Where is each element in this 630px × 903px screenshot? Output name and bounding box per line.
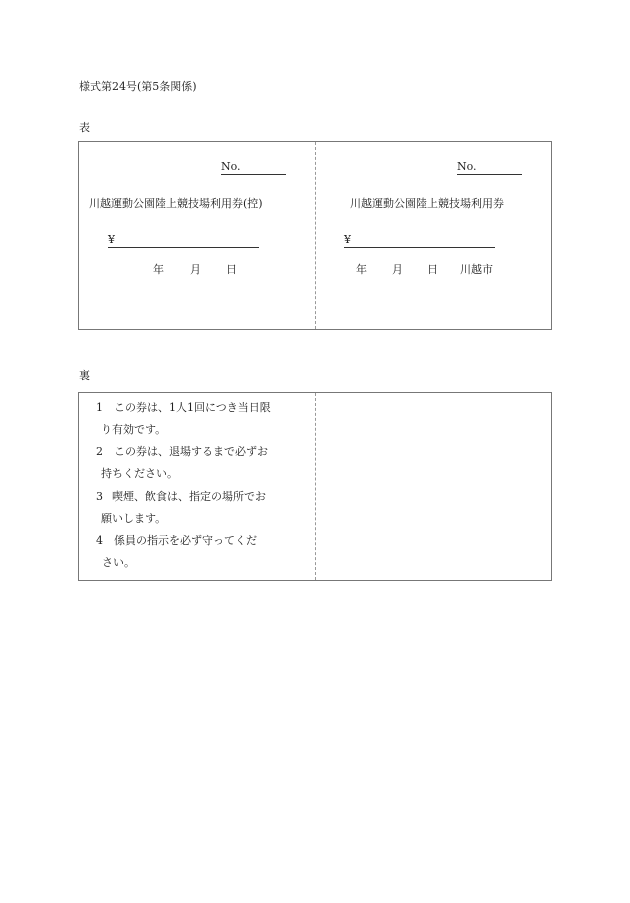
ticket-day: 日 <box>427 263 438 276</box>
rule-1-number: 1 <box>96 401 103 414</box>
stub-title: 川越運動公園陸上競技場利用券(控) <box>89 197 263 210</box>
back-heading: 裏 <box>79 369 90 382</box>
rule-2-line1: この券は、退場するまで必ずお <box>114 445 268 458</box>
ticket-number-field: No. <box>457 160 522 175</box>
stub-number-field: No. <box>221 160 286 175</box>
rule-4-line1: 係員の指示を必ず守ってくだ <box>114 534 257 547</box>
stub-amount-field: ¥ <box>108 233 259 248</box>
rule-1-line2: り有効です。 <box>101 423 167 436</box>
rule-3-line2: 願いします。 <box>101 512 167 525</box>
form-title: 様式第24号(第5条関係) <box>79 80 197 93</box>
back-ticket-box <box>78 392 552 581</box>
perforation-line <box>315 142 316 329</box>
rule-2-number: 2 <box>96 445 103 458</box>
ticket-amount-field: ¥ <box>344 233 495 248</box>
rule-1-line1: この券は、1人1回につき当日限 <box>114 401 271 414</box>
ticket-issuer: 川越市 <box>460 263 493 276</box>
front-heading: 表 <box>79 121 90 134</box>
rule-3-line1: 喫煙、飲食は、指定の場所でお <box>112 490 266 503</box>
rule-4-number: 4 <box>96 534 103 547</box>
ticket-title: 川越運動公園陸上競技場利用券 <box>350 197 504 210</box>
stub-day: 日 <box>226 263 237 276</box>
rule-4-line2: さい。 <box>102 556 135 569</box>
perforation-line <box>315 393 316 580</box>
ticket-year: 年 <box>356 263 367 276</box>
rule-2-line2: 持ちください。 <box>101 467 178 480</box>
ticket-month: 月 <box>392 263 403 276</box>
rule-3-number: 3 <box>96 490 103 503</box>
stub-year: 年 <box>153 263 164 276</box>
stub-month: 月 <box>190 263 201 276</box>
